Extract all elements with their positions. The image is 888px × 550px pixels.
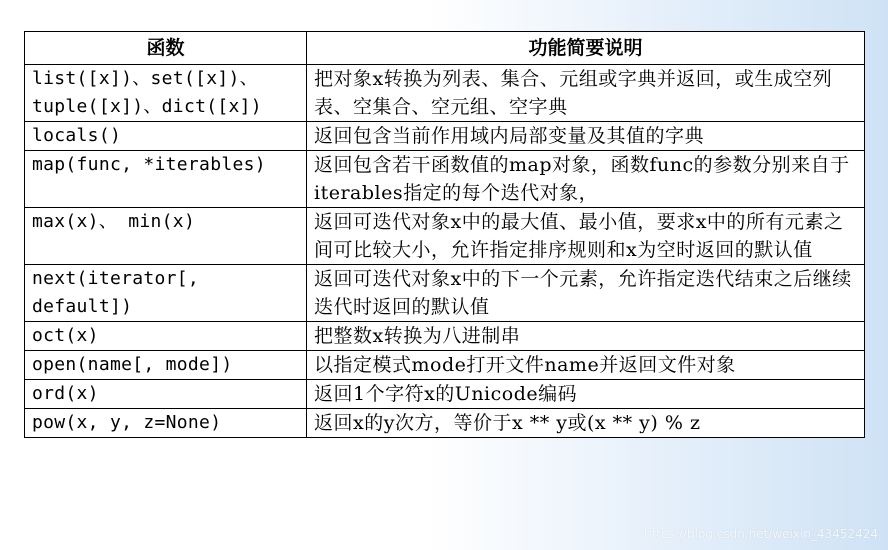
table-row: [25, 322, 865, 351]
description-cell: 返回可迭代对象x中的下一个元素，允许指定迭代结束之后继续迭代时返回的默认值: [307, 265, 865, 322]
description-cell: 以指定模式mode打开文件name并返回文件对象: [307, 351, 865, 380]
description-cell: 把对象x转换为列表、集合、元组或字典并返回，或生成空列表、空集合、空元组、空字典: [307, 65, 865, 122]
description-cell: 返回1个字符x的Unicode编码: [307, 380, 865, 409]
function-cell: open(name[, mode]): [25, 351, 307, 380]
table-row: [25, 409, 865, 438]
description-cell: 返回包含当前作用域内局部变量及其值的字典: [307, 122, 865, 151]
function-table: [24, 31, 865, 438]
table-row: [25, 208, 865, 265]
description-cell: 返回x的y次方，等价于x ** y或(x ** y) % z: [307, 409, 865, 438]
table-row: [25, 265, 865, 322]
function-cell: next(iterator[, default]): [25, 265, 307, 322]
table-row: [25, 151, 865, 208]
function-cell: max(x)、 min(x): [25, 208, 307, 265]
function-cell: locals(): [25, 122, 307, 151]
function-cell: list([x])、set([x])、 tuple([x])、dict([x]): [25, 65, 307, 122]
table-row: [25, 351, 865, 380]
function-table-container: [24, 31, 865, 438]
header-function: 函数: [25, 32, 307, 65]
header-description: 功能简要说明: [307, 32, 865, 65]
description-cell: 返回包含若干函数值的map对象，函数func的参数分别来自于iterables指定的每个迭代对象，: [307, 151, 865, 208]
function-cell: oct(x): [25, 322, 307, 351]
table-header-row: [25, 32, 865, 65]
function-cell: map(func, *iterables): [25, 151, 307, 208]
function-cell: ord(x): [25, 380, 307, 409]
watermark-url: https://blog.csdn.net/weixin_43452424: [643, 527, 878, 541]
table-row: [25, 380, 865, 409]
description-cell: 返回可迭代对象x中的最大值、最小值，要求x中的所有元素之间可比较大小，允许指定排序规则和x为空时返回的默认值: [307, 208, 865, 265]
function-cell: pow(x, y, z=None): [25, 409, 307, 438]
table-row: [25, 65, 865, 122]
table-row: [25, 122, 865, 151]
description-cell: 把整数x转换为八进制串: [307, 322, 865, 351]
